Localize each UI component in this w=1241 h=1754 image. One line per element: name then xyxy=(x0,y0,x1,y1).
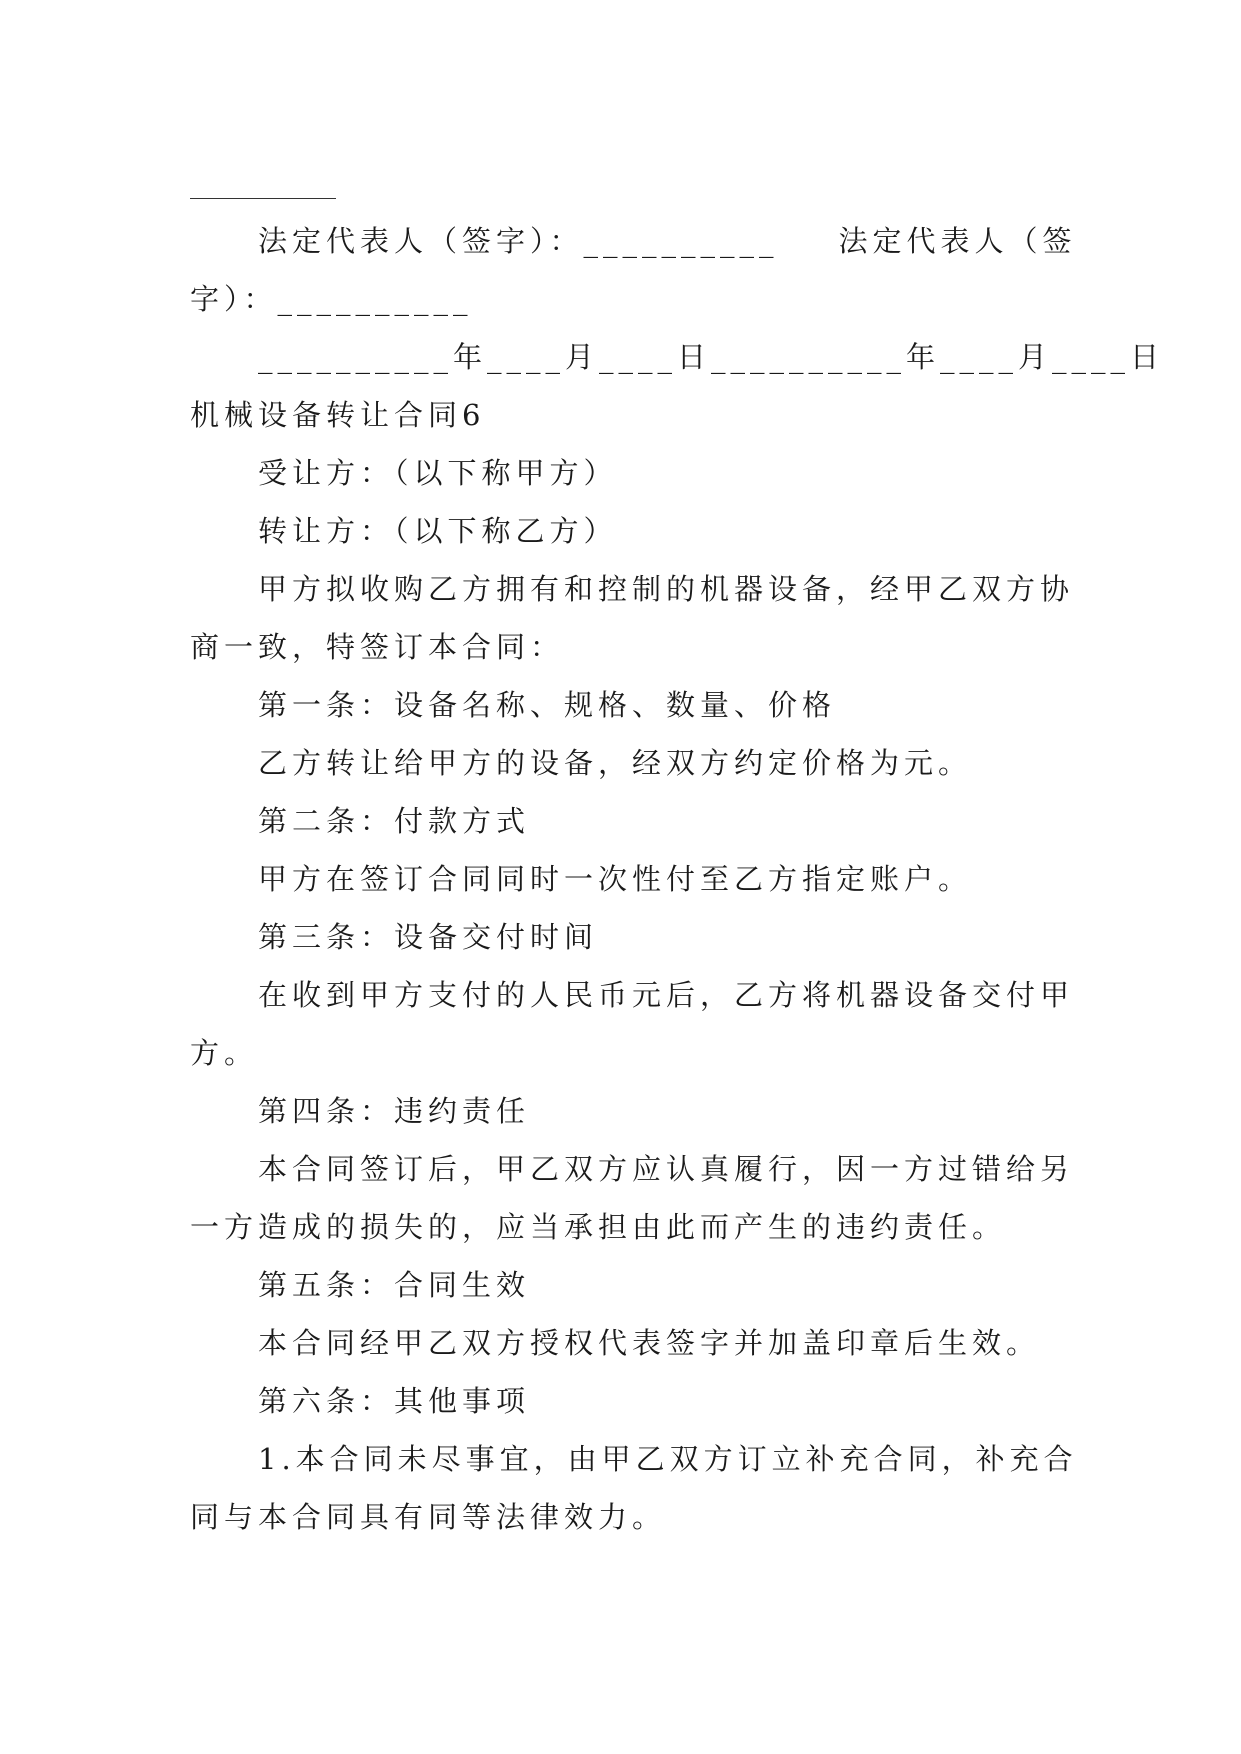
transferor-line: 转让方：（以下称乙方） xyxy=(258,514,618,548)
article-2-heading: 第二条：付款方式 xyxy=(258,804,531,838)
article-5-body: 本合同经甲乙双方授权代表签字并加盖印章后生效。 xyxy=(258,1326,1041,1360)
article-4-body-2: 一方造成的损失的，应当承担由此而产生的违约责任。 xyxy=(190,1210,1007,1244)
article-3-body-2: 方。 xyxy=(190,1036,259,1070)
intro-line-1: 甲方拟收购乙方拥有和控制的机器设备，经甲乙双方协 xyxy=(258,572,1075,606)
article-4-body-1: 本合同签订后，甲乙双方应认真履行，因一方过错给另 xyxy=(258,1152,1075,1186)
top-blank-line xyxy=(190,198,336,199)
article-1-body: 乙方转让给甲方的设备，经双方约定价格为元。 xyxy=(258,746,973,780)
article-6-heading: 第六条：其他事项 xyxy=(258,1384,531,1418)
transferee-line: 受让方：（以下称甲方） xyxy=(258,456,618,490)
signature-line-2 xyxy=(190,280,473,318)
legal-rep-label-a: 法定代表人（签字）： xyxy=(258,224,584,258)
article-3-body-1: 在收到甲方支付的人民币元后，乙方将机器设备交付甲 xyxy=(258,978,1075,1012)
intro-line-2: 商一致，特签订本合同： xyxy=(190,630,565,664)
signature-blank-b: __________ xyxy=(277,282,473,316)
article-4-heading: 第四条：违约责任 xyxy=(258,1094,531,1128)
article-3-heading: 第三条：设备交付时间 xyxy=(258,920,599,954)
article-5-heading: 第五条：合同生效 xyxy=(258,1268,531,1302)
article-1-heading: 第一条：设备名称、规格、数量、价格 xyxy=(258,688,837,722)
signature-line-1 xyxy=(258,222,1077,260)
article-6-body-2: 同与本合同具有同等法律效力。 xyxy=(190,1500,667,1534)
legal-rep-label-b-cont: 字）： xyxy=(190,282,278,316)
article-6-body-1: 1.本合同未尽事宜，由甲乙双方订立补充合同，补充合 xyxy=(258,1442,1078,1476)
signature-blank-a: __________ xyxy=(583,224,779,258)
article-2-body: 甲方在签订合同同时一次性付至乙方指定账户。 xyxy=(258,862,973,896)
contract-title: 机械设备转让合同6 xyxy=(190,398,486,432)
date-line: __________年____月____日__________年____月____日 xyxy=(258,340,1165,374)
legal-rep-label-b: 法定代表人（签 xyxy=(838,224,1077,258)
